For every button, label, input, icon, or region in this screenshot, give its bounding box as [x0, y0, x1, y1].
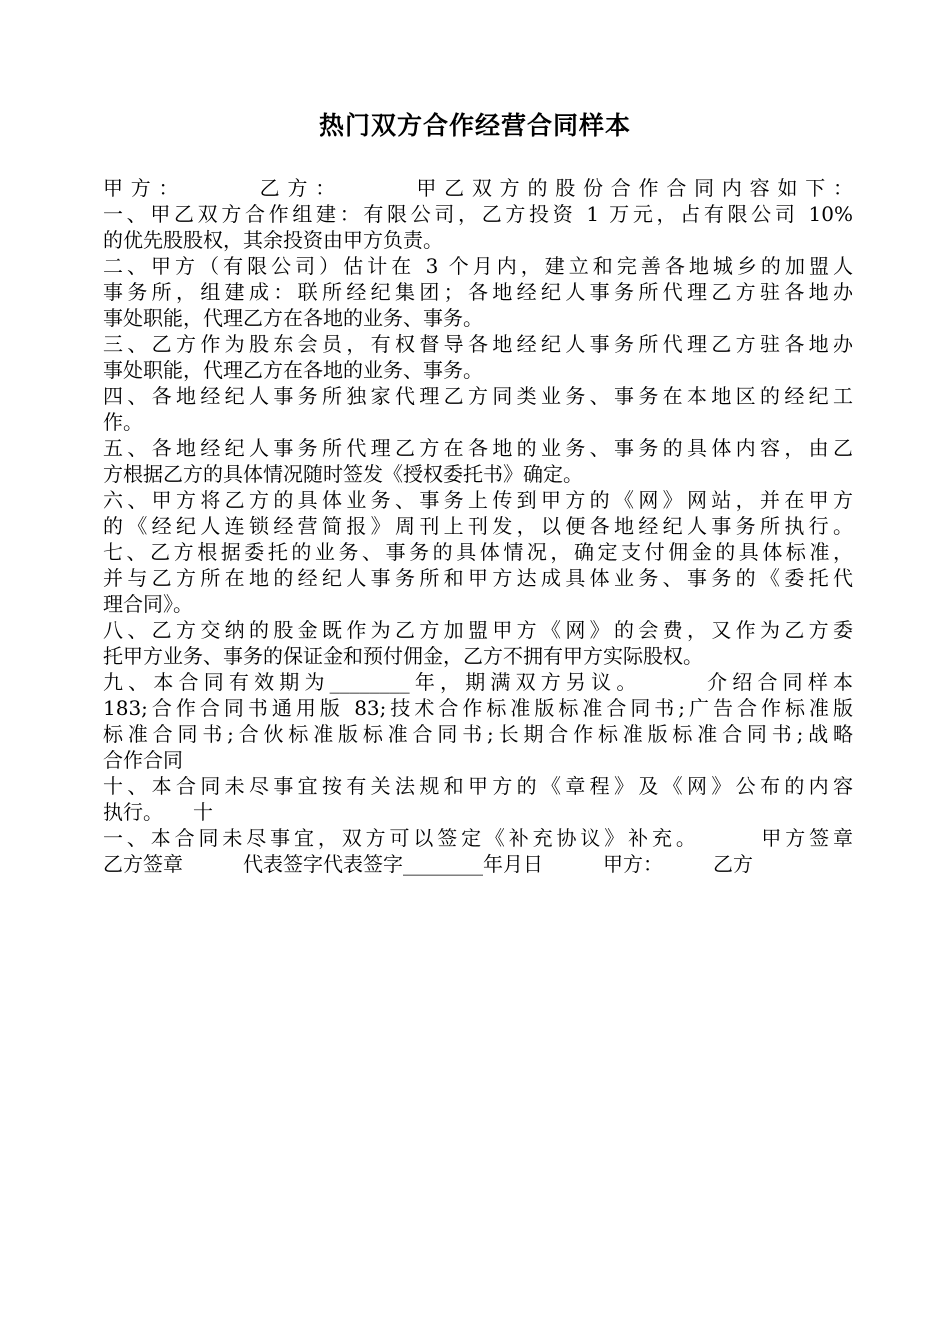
text-line-25: 执行。 十: [103, 800, 213, 824]
text-line-9: 四、各地经纪人事务所独家代理乙方同类业务、事务在本地区的经纪工: [103, 384, 853, 408]
text-line-4: 二、甲方（有限公司）估计在 3 个月内，建立和完善各地城乡的加盟人: [103, 254, 853, 278]
text-line-7: 三、乙方作为股东会员，有权督导各地经纪人事务所代理乙方驻各地办: [103, 332, 853, 356]
document-title: 热门双方合作经营合同样本: [318, 111, 631, 140]
text-line-6: 事处职能，代理乙方在各地的业务、事务。: [103, 306, 483, 330]
text-line-13: 六、甲方将乙方的具体业务、事务上传到甲方的《网》网站，并在甲方: [103, 488, 853, 512]
text-line-26: 一、本合同未尽事宜，双方可以签定《补充协议》补充。 甲方签章: [103, 826, 853, 850]
text-line-8: 事处职能，代理乙方在各地的业务、事务。: [103, 358, 483, 382]
text-line-24: 十、本合同未尽事宜按有关法规和甲方的《章程》及《网》公布的内容: [103, 774, 853, 798]
text-line-18: 八、乙方交纳的股金既作为乙方加盟甲方《网》的会费，又作为乙方委: [103, 618, 853, 642]
text-line-14: 的《经纪人连锁经营简报》周刊上刊发，以便各地经纪人事务所执行。: [103, 514, 853, 538]
text-line-16: 并与乙方所在地的经纪人事务所和甲方达成具体业务、事务的《委托代: [103, 566, 853, 590]
text-line-19: 托甲方业务、事务的保证金和预付佣金，乙方不拥有甲方实际股权。: [103, 644, 703, 668]
text-line-15: 七、乙方根据委托的业务、事务的具体情况，确定支付佣金的具体标准，: [103, 540, 853, 564]
text-line-2: 一、甲乙双方合作组建：有限公司，乙方投资 1 万元，占有限公司 10%: [103, 202, 853, 226]
text-line-27: 乙方签章 代表签字代表签字________年月日 甲方： 乙方: [103, 852, 753, 876]
text-line-22: 标准合同书;合伙标准版标准合同书;长期合作标准版标准合同书;战略: [103, 722, 853, 746]
contract-body: [103, 175, 853, 877]
text-line-12: 方根据乙方的具体情况随时签发《授权委托书》确定。: [103, 462, 583, 486]
text-line-23: 合作合同: [103, 748, 183, 772]
text-line-17: 理合同》。: [103, 592, 193, 616]
text-line-11: 五、各地经纪人事务所代理乙方在各地的业务、事务的具体内容，由乙: [103, 436, 853, 460]
text-line-1: 甲方： 乙方： 甲乙双方的股份合作合同内容如下：: [103, 176, 853, 200]
text-line-10: 作。: [103, 410, 143, 434]
text-line-21: 183;合作合同书通用版 83;技术合作标准版标准合同书;广告合作标准版: [103, 696, 853, 720]
text-line-5: 事务所，组建成：联所经纪集团；各地经纪人事务所代理乙方驻各地办: [103, 280, 853, 304]
text-line-20: 九、本合同有效期为________年，期满双方另议。 介绍合同样本: [103, 670, 853, 694]
text-line-3: 的优先股股权，其余投资由甲方负责。: [103, 228, 443, 252]
